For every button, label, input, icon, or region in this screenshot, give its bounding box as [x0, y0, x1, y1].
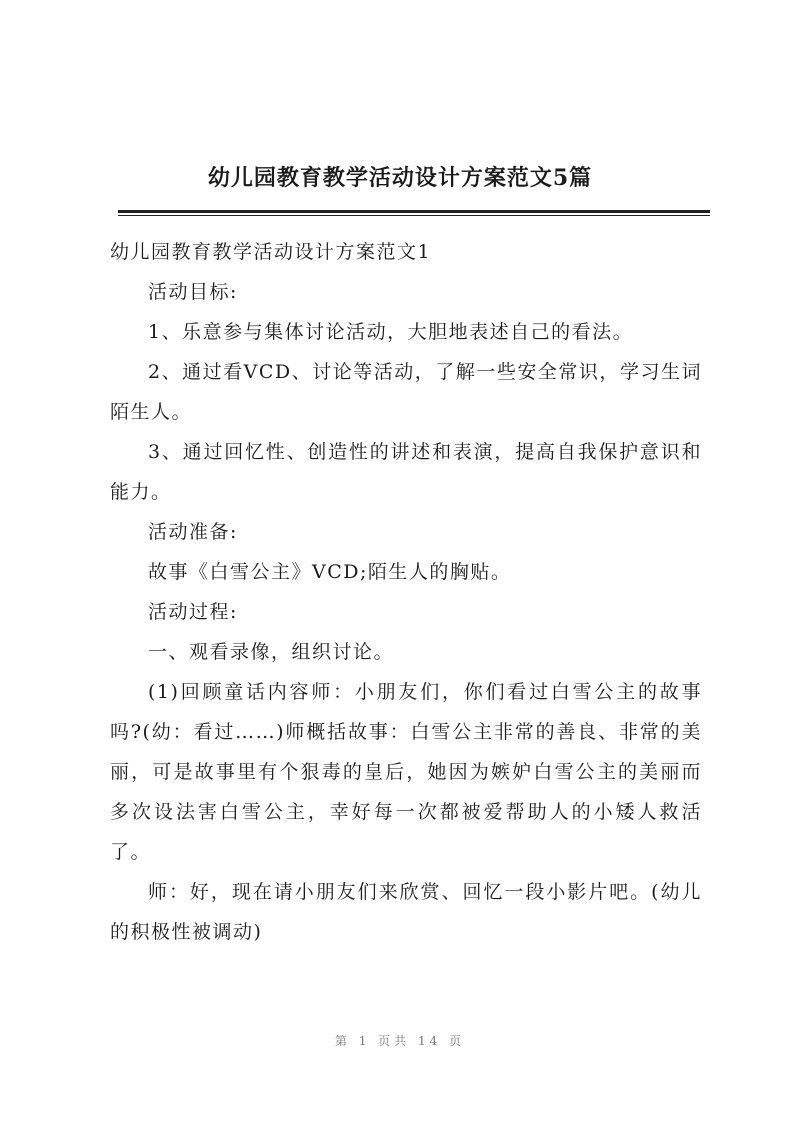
paragraph: (1)回顾童话内容师：小朋友们，你们看过白雪公主的故事吗?(幼：看过……)师概括故事：白雪公主非常的善良、非常的美丽，可是故事里有个狠毒的皇后，她因为嫉妒白雪公主的美丽而多次设法害白雪公主，幸好每一次都被爱帮助人的小矮人救活了。: [110, 681, 702, 863]
paragraph: 活动准备:: [148, 521, 238, 543]
paragraph: 2、通过看VCD、讨论等活动，了解一些安全常识，学习生词陌生人。: [110, 361, 702, 423]
section-heading: 幼儿园教育教学活动设计方案范文1: [110, 241, 432, 263]
page-number: 第 1 页共 14 页: [334, 1034, 466, 1048]
document-body: [110, 232, 702, 952]
paragraph: 活动过程:: [148, 601, 238, 623]
paragraph: 1、乐意参与集体讨论活动，大胆地表述自己的看法。: [148, 321, 634, 343]
paragraph: 活动目标:: [148, 281, 238, 303]
paragraph: 师：好，现在请小朋友们来欣赏、回忆一段小影片吧。(幼儿的积极性被调动): [110, 881, 702, 943]
paragraph: 3、通过回忆性、创造性的讲述和表演，提高自我保护意识和能力。: [110, 441, 702, 503]
paragraph: 一、观看录像，组织讨论。: [148, 641, 395, 663]
paragraph: 故事《白雪公主》VCD;陌生人的胸贴。: [148, 561, 512, 583]
title-divider-thick: [118, 210, 710, 213]
title-divider-thin: [118, 215, 710, 216]
document-title: 幼儿园教育教学活动设计方案范文5篇: [207, 165, 593, 191]
